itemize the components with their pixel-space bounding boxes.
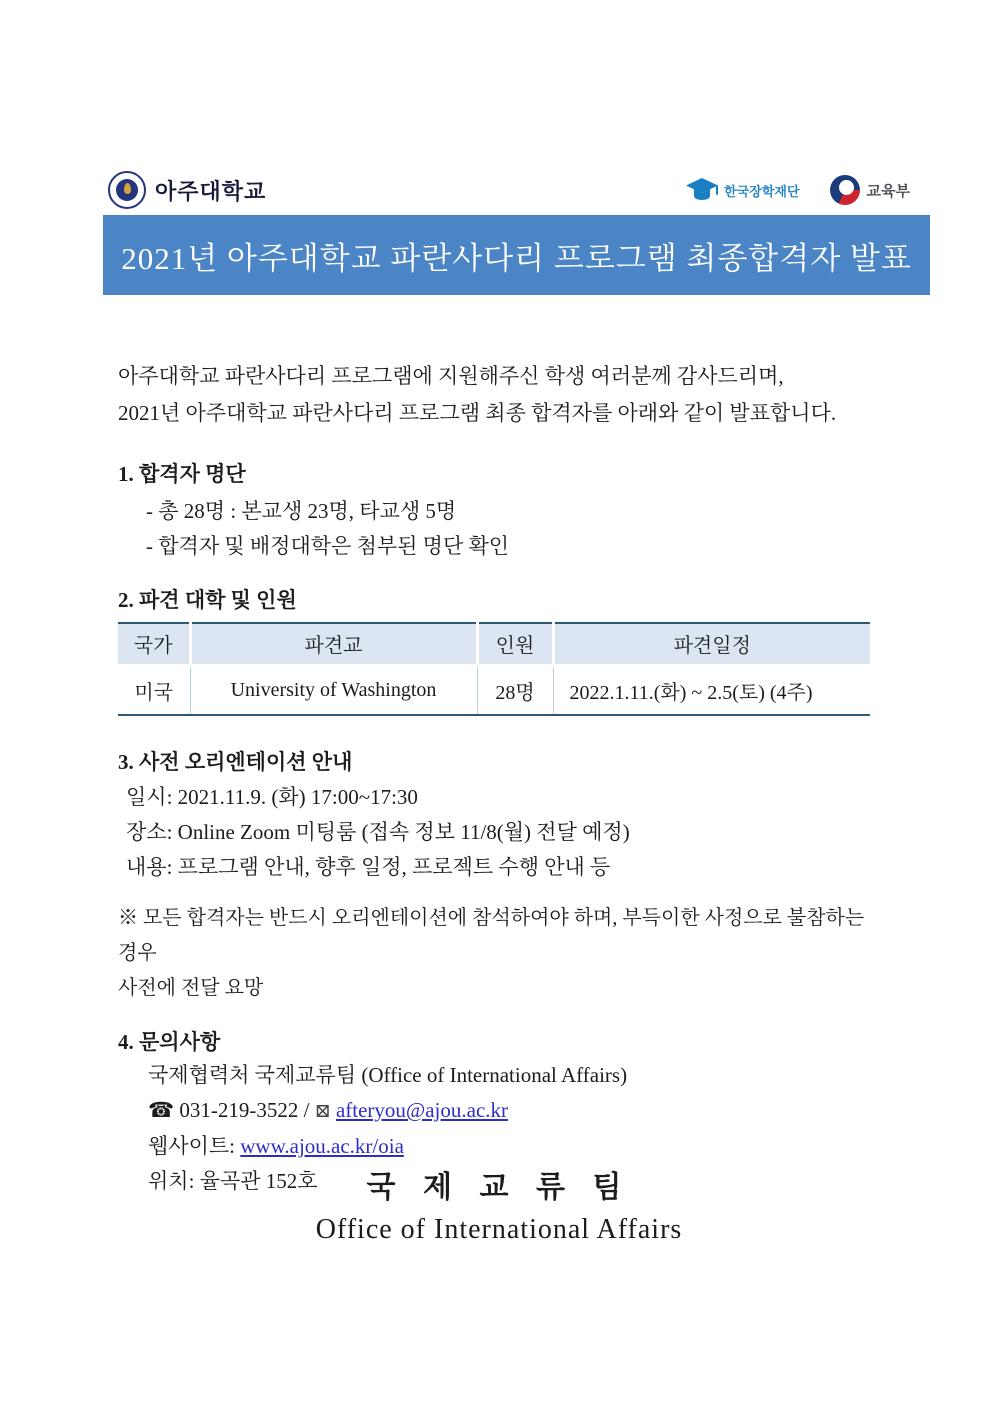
orientation-place: 장소: Online Zoom 미팅룸 (접속 정보 11/8(월) 전달 예정)	[126, 820, 630, 844]
orientation-contents: 내용: 프로그램 안내, 향후 일정, 프로젝트 수행 안내 등	[126, 855, 611, 879]
intro-line-2: 2021년 아주대학교 파란사다리 프로그램 최종 합격자를 아래와 같이 발표합니다.	[118, 401, 837, 425]
ajou-logo-text: 아주대학교	[155, 178, 267, 204]
ajou-flame-icon	[124, 183, 131, 194]
section4-title: 4. 문의사항	[118, 1030, 221, 1054]
intro-line-1: 아주대학교 파란사다리 프로그램에 지원해주신 학생 여러분께 감사드리며,	[118, 364, 784, 388]
contact-office: 국제협력처 국제교류팀 (Office of International Affairs)	[148, 1063, 628, 1087]
intro-paragraph	[118, 358, 880, 432]
section1-item-2: - 합격자 및 배정대학은 첨부된 명단 확인	[146, 534, 510, 558]
section3-title: 3. 사전 오리엔테이션 안내	[118, 750, 353, 774]
cell-country: 미국	[118, 665, 190, 715]
attendance-note	[118, 901, 880, 1006]
moe-logo	[830, 175, 910, 205]
title-banner	[103, 215, 930, 295]
website-link[interactable]: www.ajou.ac.kr/oia	[240, 1134, 404, 1158]
graduation-cap-icon	[685, 177, 719, 203]
header-logos	[108, 168, 910, 212]
contact-separator: /	[303, 1098, 310, 1122]
col-header-count: 인원	[477, 623, 553, 665]
section1-item-1: - 총 28명 : 본교생 23명, 타교생 5명	[146, 499, 457, 523]
section2-title: 2. 파견 대학 및 인원	[118, 588, 297, 612]
contact-phone-line	[148, 1093, 880, 1129]
moe-logo-text: 교육부	[866, 182, 910, 200]
kosaf-logo	[685, 177, 799, 203]
section3-lines	[118, 780, 880, 885]
section1-items	[118, 494, 880, 564]
korea-gov-symbol-icon	[830, 175, 860, 205]
col-header-schedule: 파견일정	[553, 623, 870, 665]
document-footer	[118, 1162, 880, 1246]
orientation-datetime: 일시: 2021.11.9. (화) 17:00~17:30	[126, 785, 418, 809]
kosaf-logo-text: 한국장학재단	[724, 183, 800, 199]
email-icon: ⊠	[314, 1101, 331, 1122]
dispatch-table	[118, 622, 870, 716]
contact-website-line	[148, 1129, 880, 1164]
contact-location: 위치: 율곡관 152호	[148, 1169, 318, 1193]
note-line-2: 사전에 전달 요망	[118, 977, 264, 999]
phone-icon: ☎	[148, 1098, 175, 1122]
cell-count: 28명	[477, 665, 553, 715]
col-header-university: 파견교	[190, 623, 477, 665]
table-row	[118, 665, 870, 715]
email-link[interactable]: afteryou@ajou.ac.kr	[335, 1098, 509, 1122]
note-line-1: ※ 모든 합격자는 반드시 오리엔테이션에 참석하여야 하며, 부득이한 사정으로 불참하는 경우	[118, 907, 865, 964]
phone-number: 031-219-3522	[179, 1098, 299, 1122]
document-body	[118, 340, 880, 1199]
footer-team-english: Office of International Affairs	[315, 1214, 683, 1245]
page-title: 2021년 아주대학교 파란사다리 프로그램 최종합격자 발표	[121, 240, 912, 276]
ajou-university-logo	[108, 171, 266, 209]
footer-team-korean: 국 제 교 류 팀	[366, 1171, 632, 1204]
table-header-row	[118, 623, 870, 665]
ajou-seal-icon	[108, 171, 146, 209]
website-label: 웹사이트:	[148, 1134, 235, 1158]
col-header-country: 국가	[118, 623, 190, 665]
partner-logos	[685, 175, 910, 205]
cell-university: University of Washington	[190, 665, 477, 715]
cell-schedule: 2022.1.11.(화) ~ 2.5(토) (4주)	[569, 681, 813, 704]
section1-title: 1. 합격자 명단	[118, 462, 246, 486]
